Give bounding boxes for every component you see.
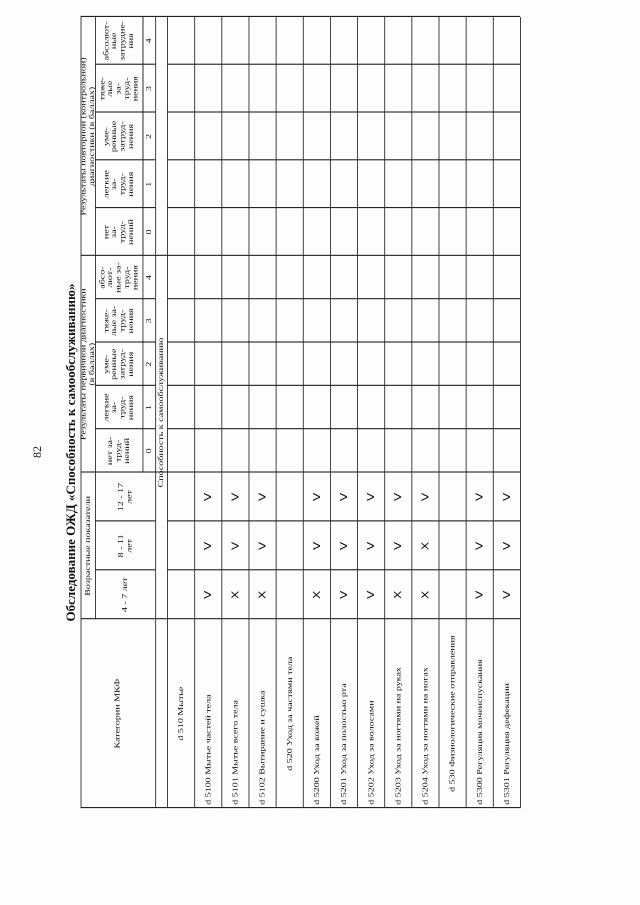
age-mark xyxy=(167,570,194,619)
age-mark: V xyxy=(473,590,485,599)
score-header: 2 xyxy=(143,133,153,139)
age-mark xyxy=(167,521,194,570)
age-column-header: 12 - 17 лет xyxy=(116,482,133,512)
score-header: 3 xyxy=(143,86,153,92)
page-title: Обследование ОЖД «Способность к самообслуживанию» xyxy=(63,283,78,622)
age-mark: V xyxy=(365,541,377,551)
repeat-level-header: абсолют- ные затрудне- ния xyxy=(101,20,135,61)
age-mark: V xyxy=(473,541,485,551)
score-header: 4 xyxy=(143,38,153,44)
age-mark: V xyxy=(202,541,214,551)
repeat-level-header: уме- ренные затруд- нения xyxy=(101,120,135,153)
group-row-label: d 510 Мытье xyxy=(176,686,185,741)
score-header: 3 xyxy=(143,318,153,324)
age-column-header: 4 - 7 лет xyxy=(120,577,129,613)
age-mark: V xyxy=(229,541,241,551)
age-mark: V xyxy=(500,492,512,502)
age-mark: V xyxy=(419,492,431,502)
row-label: d 5300 Регуляция мочеиспускания xyxy=(475,659,484,805)
score-header: 2 xyxy=(143,361,153,367)
age-mark: V xyxy=(500,590,512,599)
icf-category-header: Категории МКФ xyxy=(112,678,122,749)
row-label: d 5200 Уход за кожей xyxy=(312,715,321,805)
primary-level-header: абсо- лют- ные за- труд- нения xyxy=(97,262,139,293)
age-group-header: Возрастные показатели xyxy=(82,496,92,596)
repeat-level-header: легкие за- труд- нения xyxy=(101,170,135,199)
score-header: 0 xyxy=(143,229,153,235)
section-row: Способность к самообслуживанию xyxy=(156,337,165,488)
column-line xyxy=(167,428,520,429)
age-mark: X xyxy=(419,541,431,551)
age-mark: V xyxy=(229,492,241,502)
column-line xyxy=(167,341,520,342)
age-mark: X xyxy=(419,590,431,599)
age-mark: V xyxy=(256,492,268,502)
age-mark xyxy=(439,570,466,619)
row-label: d 5202 Уход за волосами xyxy=(366,700,375,805)
age-mark: V xyxy=(500,541,512,551)
age-mark: V xyxy=(365,590,377,599)
column-line xyxy=(167,385,520,386)
age-mark: V xyxy=(392,541,404,551)
row-label: d 5204 Уход за ногтями на ногах xyxy=(420,667,430,805)
age-mark xyxy=(439,521,466,570)
row-label: d 5301 Регуляция дефекации xyxy=(502,683,511,805)
repeat-diagnostics-header: Результаты повторной (контрольной) диагностики (в баллах) xyxy=(78,57,96,216)
score-header: 0 xyxy=(143,448,153,454)
group-row-label: d 530 Физиологические отправления xyxy=(447,635,457,792)
column-line xyxy=(167,64,520,65)
age-mark: X xyxy=(392,590,404,599)
age-mark: V xyxy=(202,492,214,502)
row-label: d 5203 Уход за ногтями на руках xyxy=(393,667,403,805)
column-line xyxy=(167,298,520,299)
age-mark xyxy=(276,473,303,522)
primary-level-header: уме- ренные затруд- нения xyxy=(101,348,135,380)
page-number: 82 xyxy=(30,446,44,458)
table-row-line xyxy=(520,17,521,808)
age-mark: V xyxy=(256,541,268,551)
age-mark: X xyxy=(256,590,268,599)
group-row-label: d 520 Уход за частями тела xyxy=(285,656,294,771)
age-mark xyxy=(276,521,303,570)
column-line xyxy=(167,207,520,208)
column-line xyxy=(167,159,520,160)
age-mark xyxy=(439,473,466,522)
age-mark: X xyxy=(310,590,322,599)
row-label: d 5101 Мытье всего тела xyxy=(230,700,240,805)
age-mark: V xyxy=(202,590,214,599)
age-mark xyxy=(167,473,194,522)
score-header: 1 xyxy=(143,181,153,187)
age-mark: V xyxy=(338,541,350,551)
age-mark: X xyxy=(229,590,241,599)
repeat-level-header: тяже- лые за- труд- нения xyxy=(97,76,139,102)
primary-level-header: тяже- лые за- труд- нения xyxy=(101,305,135,337)
repeat-level-header: нет за- труд- нений xyxy=(101,219,135,245)
age-mark: V xyxy=(473,492,485,502)
age-column-header: 8 - 11 лет xyxy=(116,534,133,558)
score-header: 4 xyxy=(143,275,153,281)
age-mark: V xyxy=(310,541,322,551)
score-header: 1 xyxy=(143,405,153,411)
age-mark: V xyxy=(392,492,404,502)
age-mark: V xyxy=(338,590,350,599)
age-mark: V xyxy=(338,492,350,502)
primary-level-header: нет за- труд- нений xyxy=(105,436,131,466)
row-label: d 5102 Вытирание и сушка xyxy=(257,690,267,805)
row-label: d 5201 Уход за полостью рта xyxy=(339,683,348,805)
primary-level-header: легкие за- труд- нения xyxy=(101,393,135,422)
age-mark: V xyxy=(365,492,377,502)
primary-diagnostics-header: Результаты первичной диагностики (в баллах) xyxy=(78,288,96,441)
row-label: d 5100 Мытье частей тела xyxy=(203,694,213,805)
age-mark: V xyxy=(310,492,322,502)
age-mark xyxy=(276,570,303,619)
column-line xyxy=(167,111,520,112)
